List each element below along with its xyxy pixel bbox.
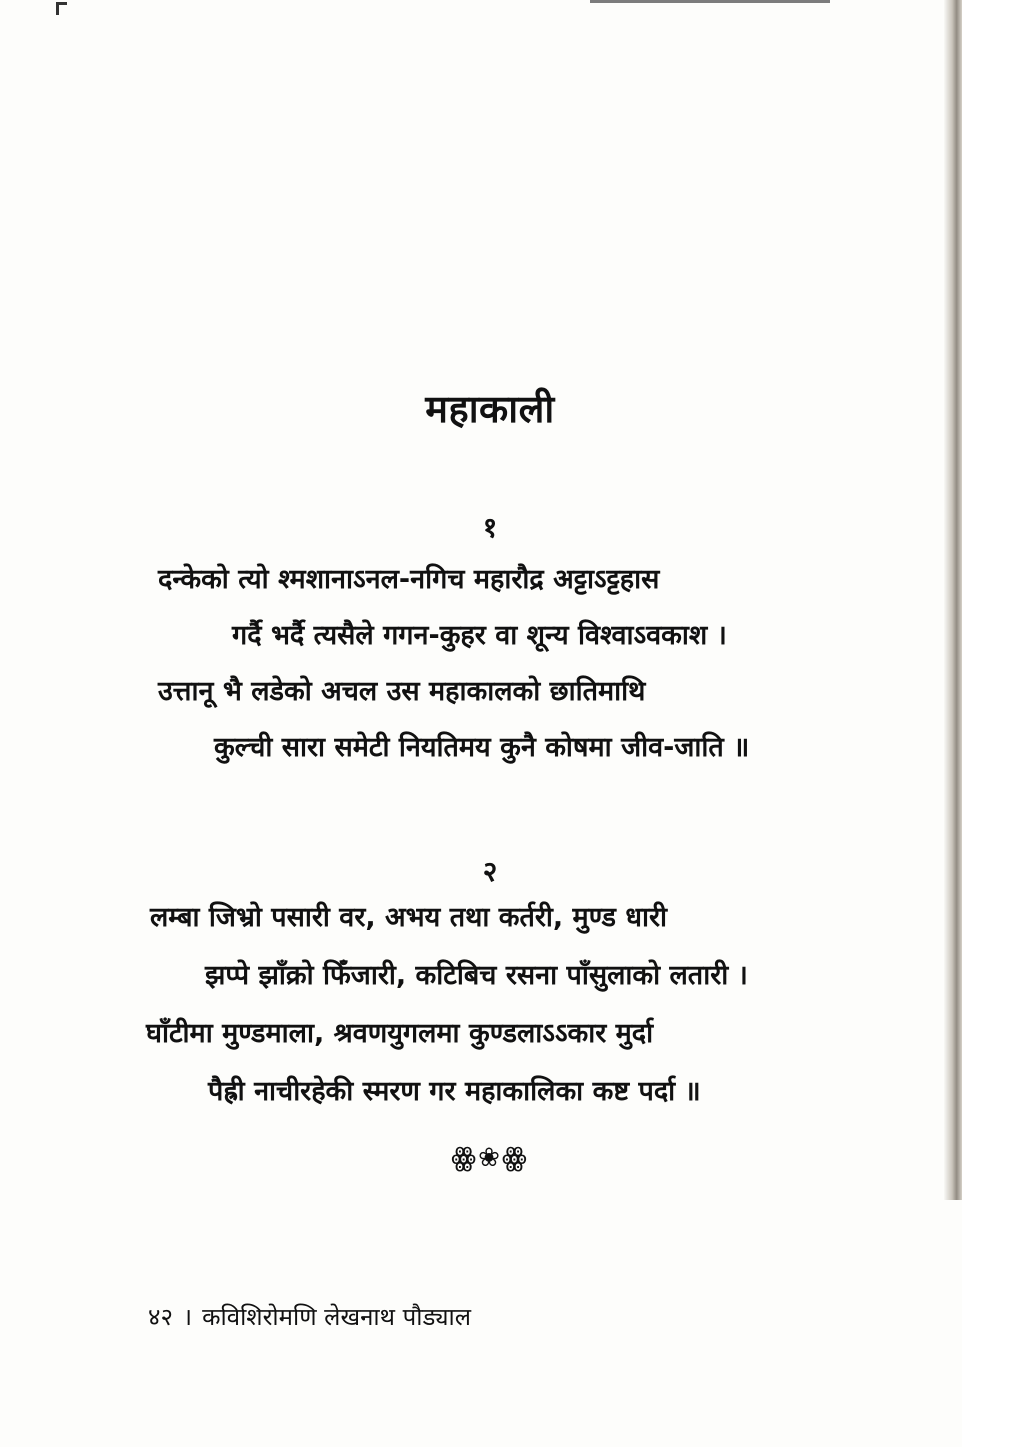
stanza-2-line-3: घाँटीमा मुण्डमाला, श्रवणयुगलमा कुण्डलाऽऽकार मुर्दा [146,1018,654,1049]
poem-title: महाकाली [425,387,555,431]
stanza-2-line-1: लम्बा जिभ्रो पसारी वर, अभय तथा कर्तरी, मुण्ड धारी [150,902,667,933]
stanza-number-1: १ [482,511,498,544]
stanza-2-line-4: पैह्री नाचीरहेकी स्मरण गर महाकालिका कष्ट पर्दा ॥ [208,1076,701,1107]
stanza-1-line-4: कुल्ची सारा समेटी नियतिमय कुनै कोषमा जीव-जाति ॥ [214,732,750,763]
page-footer [148,1300,471,1333]
section-ornament: ꙮ❀ꙮ [451,1143,529,1173]
page-number: ४२ [148,1303,173,1331]
corner-mark [56,2,67,15]
page-margin [962,0,1024,1447]
book-title: कविशिरोमणि लेखनाथ पौड्याल [202,1303,472,1331]
stanza-2-line-2: झप्पे झाँक्रो फिँजारी, कटिबिच रसना पाँसुलाको लतारी । [205,960,748,991]
page-binding-edge [944,0,962,1200]
stanza-1-line-3: उत्तानू भै लडेको अचल उस महाकालको छातिमाथि [158,676,646,707]
stanza-1-line-1: दन्केको त्यो श्मशानाऽनल-नगिच महारौद्र अट्टाऽट्टहास [158,564,660,595]
footer-separator: । [182,1303,193,1331]
stanza-1-line-2: गर्दै भर्दै त्यसैले गगन-कुहर वा शून्य विश्वाऽवकाश । [232,620,727,651]
top-edge-rule [590,0,830,3]
stanza-number-2: २ [482,855,498,888]
